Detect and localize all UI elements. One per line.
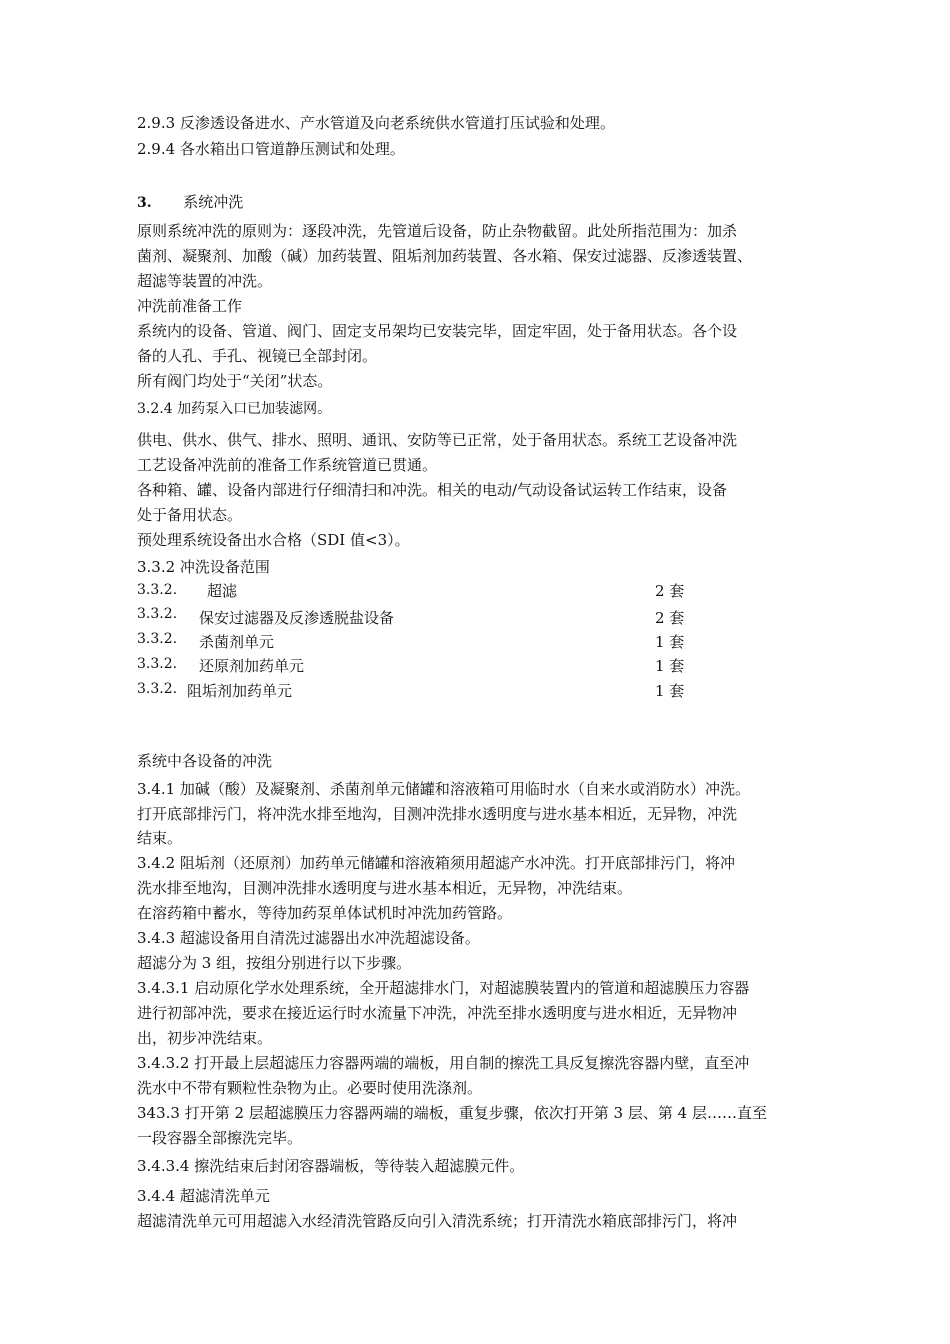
subsection-heading: 3.3.2 冲洗设备范围 [137,558,270,576]
table-row-number: 3.3.2. [137,631,178,647]
section-heading [137,192,243,213]
table-row-qty: 1 套 [655,633,685,651]
text-line: 洗水中不带有颗粒性杂物为止。必要时使用洗涤剂。 [137,1079,483,1097]
text-line: 进行初部冲洗，要求在接近运行时水流量下冲洗，冲洗至排水透明度与进水相近，无异物冲 [137,1004,738,1022]
table-row-qty: 2 套 [655,582,685,600]
text-line: 供电、供水、供气、排水、照明、通讯、安防等已正常，处于备用状态。系统工艺设备冲洗 [137,431,738,449]
text-line: 打开底部排污门，将冲洗水排至地沟，目测冲洗排水透明度与进水基本相近，无异物，冲洗 [137,805,738,823]
text-line: 在溶药箱中蓄水，等待加药泵单体试机时冲洗加药管路。 [137,904,513,922]
text-line: 菌剂、凝聚剂、加酸（碱）加药装置、阻垢剂加药装置、各水箱、保安过滤器、反渗透装置、 [137,247,753,265]
table-row-name: 阻垢剂加药单元 [187,682,293,700]
table-row-number: 3.3.2. [137,656,178,672]
text-line: 系统中各设备的冲洗 [137,752,273,770]
section-title: 系统冲洗 [183,193,244,211]
text-line: 3.4.3.4 擦洗结束后封闭容器端板，等待装入超滤膜元件。 [137,1157,525,1175]
text-line: 备的人孔、手孔、视镜已全部封闭。 [137,347,378,365]
text-line: 超滤分为 3 组，按组分别进行以下步骤。 [137,954,412,972]
text-line: 冲洗前准备工作 [137,297,243,315]
text-line: 3.4.3 超滤设备用自清洗过滤器出水冲洗超滤设备。 [137,929,480,947]
text-line: 结束。 [137,829,183,847]
text-line: 3.4.3.2 打开最上层超滤压力容器两端的端板，用自制的擦洗工具反复擦洗容器内壁，直至冲 [137,1054,750,1072]
text-line: 3.4.2 阻垢剂（还原剂）加药单元储罐和溶液箱须用超滤产水冲洗。打开底部排污门，将冲 [137,854,735,872]
text-line: 预处理系统设备出水合格（SDI 值<3）。 [137,531,410,549]
text-line: 一段容器全部擦洗完毕。 [137,1129,303,1147]
text-line: 所有阀门均处于“关闭”状态。 [137,372,333,390]
text-line: 原则系统冲洗的原则为：逐段冲洗，先管道后设备，防止杂物截留。此处所指范围为：加杀 [137,222,738,240]
text-line: 各种箱、罐、设备内部进行仔细清扫和冲洗。相关的电动/气动设备试运转工作结束，设备 [137,481,728,499]
table-row-number: 3.3.2. [137,582,178,598]
text-line: 343.3 打开第 2 层超滤膜压力容器两端的端板，重复步骤，依次打开第 3 层、第 4 层……直至 [137,1104,767,1122]
table-row-name: 还原剂加药单元 [199,657,305,675]
text-line: 超滤等装置的冲洗。 [137,272,273,290]
table-row-qty: 2 套 [655,609,685,627]
table-row-name: 保安过滤器及反渗透脱盐设备 [199,609,395,627]
text-line: 系统内的设备、管道、阀门、固定支吊架均已安装完毕，固定牢固，处于备用状态。各个设 [137,322,738,340]
table-row-number: 3.3.2. [137,606,178,622]
text-line: 2.9.3 反渗透设备进水、产水管道及向老系统供水管道打压试验和处理。 [137,114,615,132]
text-line: 3.2.4 加药泵入口已加装滤网。 [137,401,332,417]
text-line: 3.4.3.1 启动原化学水处理系统，全开超滤排水门，对超滤膜装置内的管道和超滤膜压力容器 [137,979,750,997]
table-row-name: 超滤 [207,582,238,600]
text-line: 工艺设备冲洗前的准备工作系统管道已贯通。 [137,456,438,474]
table-row-number: 3.3.2. [137,681,178,697]
table-row-name: 杀菌剂单元 [199,633,275,651]
table-row-qty: 1 套 [655,657,685,675]
text-line: 超滤清洗单元可用超滤入水经清洗管路反向引入清洗系统；打开清洗水箱底部排污门，将冲 [137,1212,738,1230]
text-line: 3.4.1 加碱（酸）及凝聚剂、杀菌剂单元储罐和溶液箱可用临时水（自来水或消防水）冲洗。 [137,780,750,798]
text-line: 2.9.4 各水箱出口管道静压测试和处理。 [137,140,405,158]
text-line: 3.4.4 超滤清洗单元 [137,1187,270,1205]
text-line: 出，初步冲洗结束。 [137,1029,273,1047]
table-row-qty: 1 套 [655,682,685,700]
text-line: 处于备用状态。 [137,506,243,524]
text-line: 洗水排至地沟，目测冲洗排水透明度与进水基本相近，无异物，冲洗结束。 [137,879,633,897]
section-number: 3. [137,195,152,211]
